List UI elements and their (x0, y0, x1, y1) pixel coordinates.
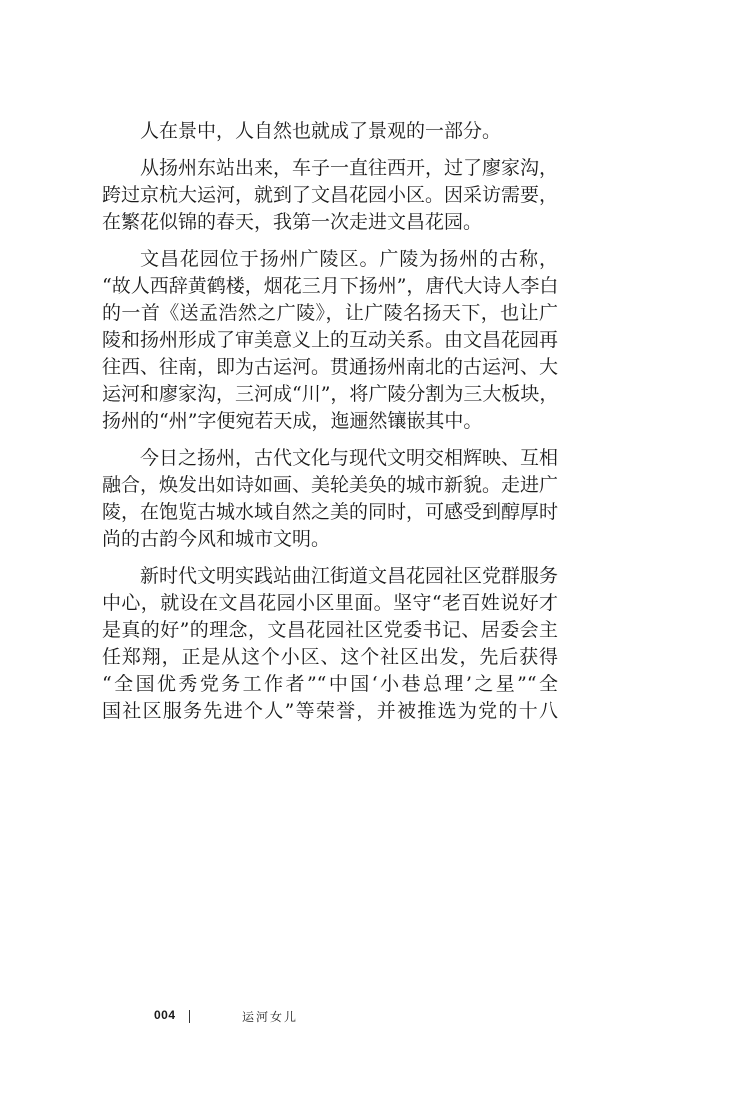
text-line: 文昌花园位于扬州广陵区。广陵为扬州的古称， (140, 248, 558, 270)
paragraph (102, 118, 558, 145)
paragraph-gap (102, 145, 558, 155)
text-line: 陵和扬州形成了审美意义上的互动关系。由文昌花园再 (102, 329, 559, 351)
paragraph-gap (102, 435, 558, 445)
text-line: 从扬州东站出来，车子一直往西开，过了廖家沟， (140, 157, 559, 179)
page-number: 004 (154, 1008, 176, 1022)
text-line: 尚的古韵今风和城市文明。 (102, 528, 331, 550)
paragraph (102, 445, 558, 553)
text-line: 往西、往南，即为古运河。贯通扬州南北的古运河、大 (102, 356, 559, 378)
paragraph (102, 563, 558, 725)
text-line: 国社区服务先进个人”等荣誉，并被推选为党的十八 (102, 700, 558, 722)
text-line: “故人西辞黄鹤楼，烟花三月下扬州”，唐代大诗人李白 (102, 275, 559, 297)
body-text (102, 118, 558, 725)
text-line: 是真的好”的理念，文昌花园社区党委书记、居委会主 (102, 619, 558, 641)
text-line: 在繁花似锦的春天，我第一次走进文昌花园。 (102, 211, 483, 233)
text-line: 中心，就设在文昌花园小区里面。坚守“老百姓说好才 (102, 592, 558, 614)
text-line: 任郑翔，正是从这个小区、这个社区出发，先后获得 (102, 646, 558, 668)
text-line: “全国优秀党务工作者”“中国‘小巷总理’之星”“全 (102, 673, 558, 695)
text-line: 人在景中，人自然也就成了景观的一部分。 (140, 120, 502, 142)
text-line: 跨过京杭大运河，就到了文昌花园小区。因采访需要， (102, 184, 559, 206)
paragraph (102, 155, 558, 236)
paragraph-gap (102, 553, 558, 563)
text-line: 今日之扬州，古代文化与现代文明交相辉映、互相 (140, 447, 559, 469)
running-title: 运河女儿 (242, 1010, 299, 1024)
text-line: 扬州的“州”字便宛若天成，迤逦然镶嵌其中。 (102, 410, 483, 432)
text-line: 运河和廖家沟，三河成“川”，将广陵分割为三大板块， (102, 383, 559, 405)
footer-divider (189, 1010, 190, 1023)
text-line: 融合，焕发出如诗如画、美轮美奂的城市新貌。走进广 (102, 474, 559, 496)
page-footer (0, 1008, 750, 1028)
text-line: 的一首《送孟浩然之广陵》，让广陵名扬天下，也让广 (102, 302, 558, 324)
text-line: 陵，在饱览古城水域自然之美的同时，可感受到醇厚时 (102, 501, 559, 523)
paragraph (102, 246, 558, 435)
paragraph-gap (102, 236, 558, 246)
text-line: 新时代文明实践站曲江街道文昌花园社区党群服务 (140, 565, 559, 587)
